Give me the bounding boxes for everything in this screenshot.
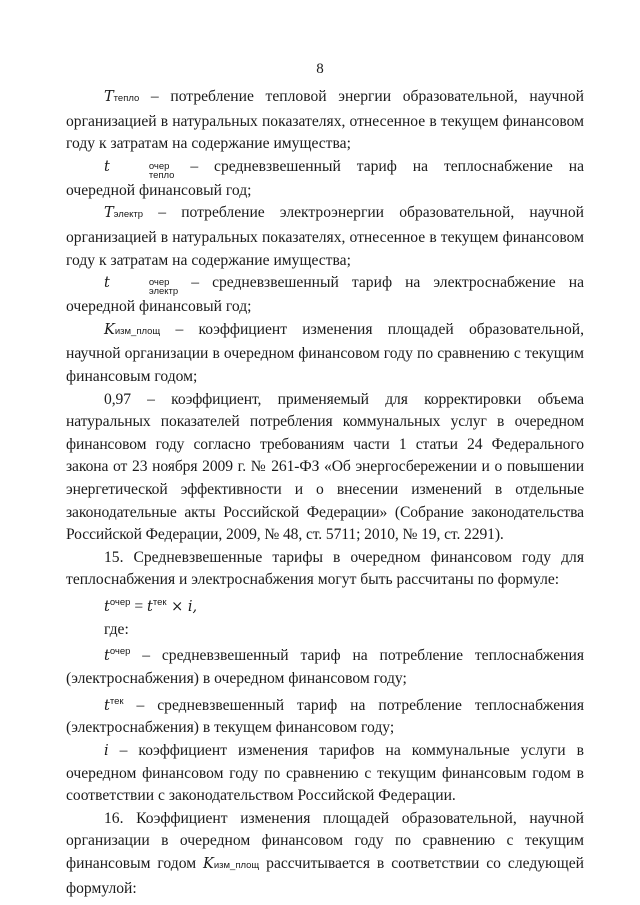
tariff-formula — [66, 592, 584, 619]
symbol: K — [203, 855, 214, 872]
symbol: t — [104, 275, 110, 292]
def-tariff-change-coefficient — [66, 740, 584, 808]
clause-16 — [66, 808, 584, 900]
def-area-coefficient — [66, 319, 584, 389]
subscript: тепло — [113, 93, 140, 104]
definition-text: – средневзвешенный тариф на электроснабжение на очередной финансовый год; — [66, 274, 584, 316]
symbol: t — [104, 697, 110, 714]
clause-text-end: рассчитывается в соответствии со следующей формулой: — [66, 854, 584, 897]
definition-text: – средневзвешенный тариф на потребление теплоснабжения (электроснабжения) в очередном финансовом году; — [66, 647, 584, 688]
symbol: T — [104, 205, 114, 222]
subscript: изм_площ — [114, 325, 161, 337]
definition-text: – потребление тепловой энергии образовательной, научной организацией в натуральных показателях, отнесенное в текущем финансовом году к затратам на содержание имущества; — [66, 88, 584, 153]
symbol: i — [104, 743, 109, 759]
formula-equals: = — [130, 598, 148, 616]
def-electricity-tariff — [66, 272, 584, 319]
clause-text: 16. Коэффициент изменения площадей образовательной, научной организации в очередном финансовом году по сравнению с текущим финансовым годом — [66, 809, 584, 872]
def-heat-tariff — [66, 156, 584, 203]
formula-rhs: t — [147, 599, 153, 616]
subscript: изм_площ — [213, 859, 260, 871]
subscript: электр — [113, 209, 144, 221]
def-coefficient-097 — [66, 389, 584, 547]
formula-tail: × i, — [166, 599, 198, 616]
definition-text: – коэффициент изменения площадей образовательной, научной организации в очередном финансовом году по сравнению с текущим финансовым годом; — [66, 320, 584, 385]
definition-text: – потребление электроэнергии образовательной, научной организацией в натуральных показателях, отнесенное в текущем финансовом году к затратам на содержание имущества; — [66, 204, 584, 269]
document-body — [66, 86, 584, 900]
def-next-year-tariff — [66, 641, 584, 690]
symbol: T — [104, 89, 114, 105]
definition-text: – средневзвешенный тариф на потребление теплоснабжения (электроснабжения) в текущем финансовом году; — [66, 696, 584, 737]
subscript: тепло — [148, 169, 175, 181]
def-heat-consumption — [66, 86, 584, 156]
definition-text: – коэффициент изменения тарифов на коммунальные услуги в очередном финансовом году по сравнению с текущим финансовым годом в соответствии с законодательством Российской Федерации. — [66, 742, 584, 805]
formula-lhs: t — [104, 599, 110, 616]
superscript: очер — [148, 160, 170, 172]
page-number: 8 — [316, 61, 324, 77]
def-current-year-tariff — [66, 691, 584, 740]
superscript: тек — [109, 695, 124, 707]
clause-text: 15. Средневзвешенные тарифы в очередном финансовом году для теплоснабжения и электроснабжения могут быть рассчитаны по формуле: — [66, 548, 584, 589]
def-electricity-consumption — [66, 202, 584, 272]
definition-text: 0,97 – коэффициент, применяемый для корректировки объема натуральных показателей потребления коммунальных услуг в очередном финансовом году согласно требованиям части 1 статьи 24 Федерального закона от 23 ноября 2009 г. № 261-ФЗ «Об энергосбережении и о повышении энергетической эффективности и о внесении изменений в отдельные законодательные акты Российской Федерации» (Собрание законодательства Российской Федерации, 2009, № 48, ст. 5711; 2010, № 19, ст. 2291). — [66, 390, 584, 544]
where-label: где: — [104, 620, 129, 638]
superscript: очер — [148, 277, 170, 289]
symbol: K — [104, 321, 115, 338]
clause-15 — [66, 547, 584, 592]
symbol: t — [104, 158, 110, 175]
subscript: электр — [148, 286, 179, 298]
formula-lhs-sup: очер — [109, 596, 131, 608]
symbol: t — [104, 648, 110, 665]
formula-rhs-sup: тек — [152, 596, 167, 608]
definition-text: – средневзвешенный тариф на теплоснабжение на очередной финансовый год; — [66, 157, 584, 199]
superscript: очер — [109, 646, 131, 658]
